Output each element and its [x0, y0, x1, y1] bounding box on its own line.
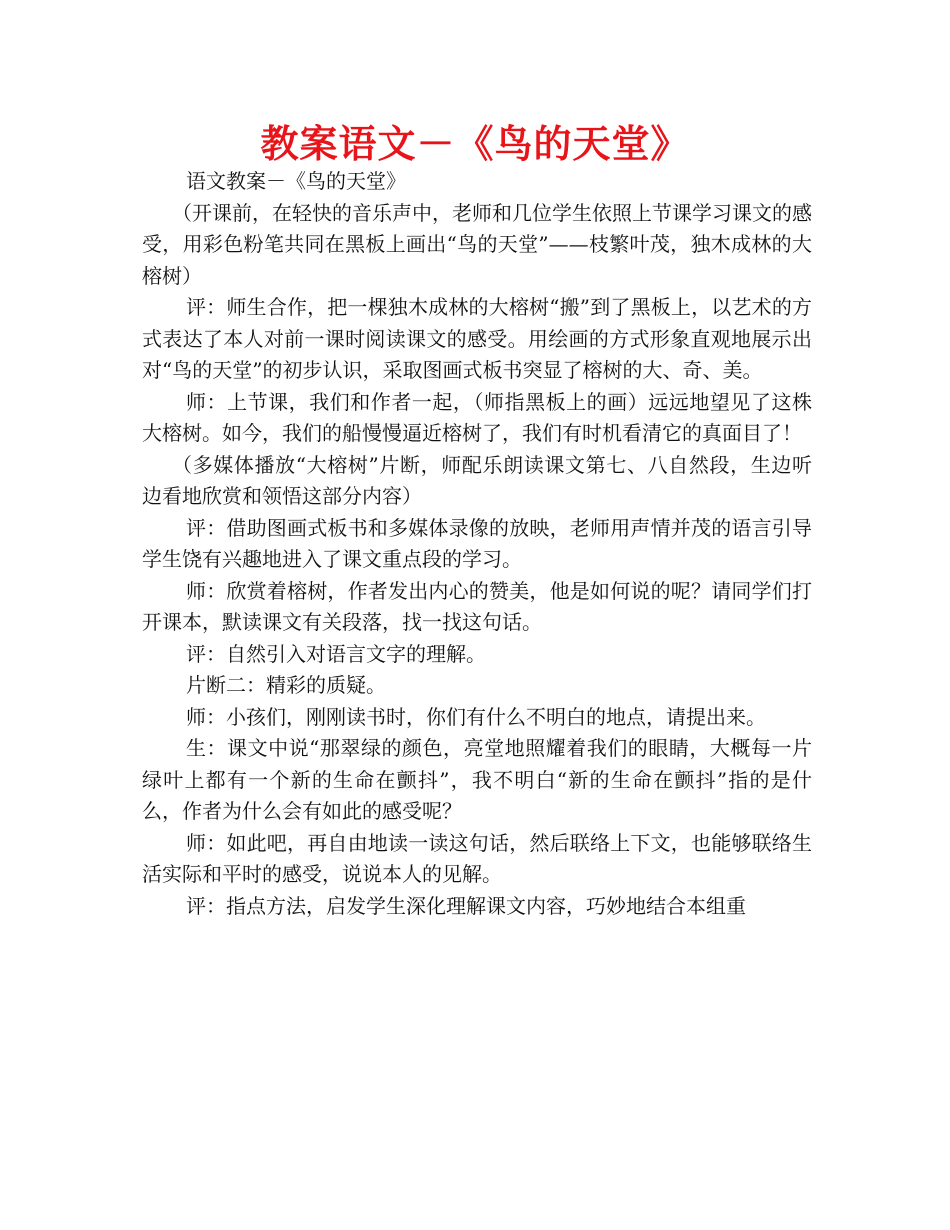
- paragraph-student-1: 生：课文中说“那翠绿的颜色，亮堂地照耀着我们的眼睛，大概每一片绿叶上都有一个新的生命在颤抖”，我不明白“新的生命在颤抖”指的是什么，作者为什么会有如此的感受呢？: [142, 736, 812, 823]
- paragraph-comment-1: 评：师生合作，把一棵独木成林的大榕树“搬”到了黑板上，以艺术的方式表达了本人对前一课时阅读课文的感受。用绘画的方式形象直观地展示出对“鸟的天堂”的初步认识，采取图画式板书突显了榕树的大、奇、美。: [142, 295, 812, 382]
- paragraph-teacher-4: 师：如此吧，再自由地读一读这句话，然后联络上下文，也能够联络生活实际和平时的感受，说说本人的见解。: [142, 830, 812, 886]
- paragraph-teacher-1: 师：上节课，我们和作者一起，（师指黑板上的画）远远地望见了这株大榕树。如今，我们的船慢慢逼近榕树了，我们有时机看清它的真面目了！: [142, 389, 812, 445]
- paragraph-media-note: （多媒体播放“大榕树”片断，师配乐朗读课文第七、八自然段，生边听边看地欣赏和领悟这部分内容）: [142, 452, 812, 508]
- paragraph-subtitle: 语文教案－《鸟的天堂》: [186, 169, 406, 193]
- document-title: 教案语文－《鸟的天堂》: [260, 122, 690, 166]
- paragraph-comment-4: 评：指点方法，启发学生深化理解课文内容，巧妙地结合本组重: [186, 893, 746, 918]
- paragraph-comment-3: 评：自然引入对语言文字的理解。: [186, 641, 486, 666]
- paragraph-intro-note: （开课前，在轻快的音乐声中，老师和几位学生依照上节课学习课文的感受，用彩色粉笔共同在黑板上画出“鸟的天堂”——枝繁叶茂，独木成林的大榕树）: [142, 200, 812, 288]
- document-body: [142, 166, 812, 922]
- paragraph-teacher-3: 师：小孩们，刚刚读书时，你们有什么不明白的地点，请提出来。: [186, 704, 766, 729]
- paragraph-comment-2: 评：借助图画式板书和多媒体录像的放映，老师用声情并茂的语言引导学生饶有兴趣地进入了课文重点段的学习。: [142, 515, 812, 571]
- paragraph-teacher-2: 师：欣赏着榕树，作者发出内心的赞美，他是如何说的呢？请同学们打开课本，默读课文有关段落，找一找这句话。: [142, 578, 812, 634]
- paragraph-section-heading: 片断二：精彩的质疑。: [186, 673, 386, 697]
